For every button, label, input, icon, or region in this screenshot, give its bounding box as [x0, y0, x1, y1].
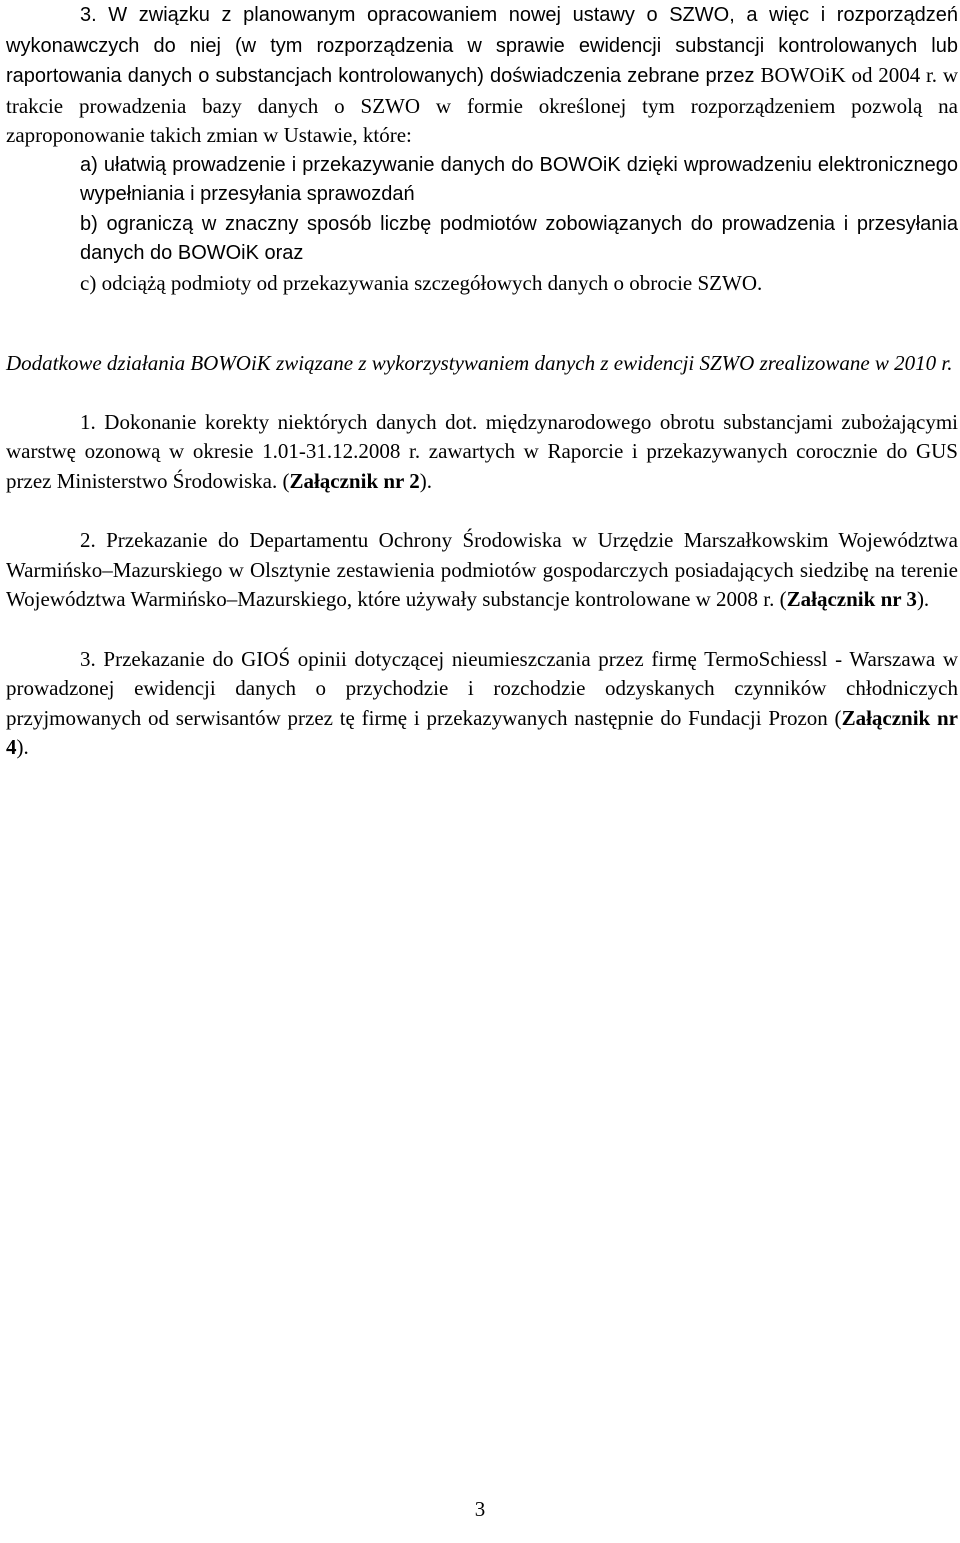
item-3-paragraph	[6, 645, 958, 763]
item-1-attachment: Załącznik nr 2	[289, 468, 420, 493]
item-1-paragraph	[6, 408, 958, 497]
list-item-a: a) ułatwią prowadzenie i przekazywanie danych do BOWOiK dzięki wprowadzeniu elektronicznego wypełniania i przesyłania sprawozdań	[80, 153, 958, 205]
item-2-paragraph	[6, 526, 958, 615]
item-1-end: ).	[419, 468, 432, 493]
item-2-end: ).	[916, 587, 930, 611]
item-3-end: ).	[16, 735, 29, 759]
item-2-text: 2. Przekazanie do Departamentu Ochrony Środowiska w Urzędzie Marszałkowskim Województwa Warmińsko–Mazurskiego w Olsztynie zestawienia podmiotów gospodarczych posiadających siedzibę na terenie Województwa Warmińsko–Mazurskiego, które używały substancje kontrolowane w 2008 r. (	[6, 528, 958, 611]
item-3-attachment: Załącznik nr 4	[6, 705, 958, 759]
point-3-paragraph	[6, 0, 958, 151]
item-2-attachment: Załącznik nr 3	[786, 587, 917, 611]
point-3-text-sans: 3. W związku z planowanym opracowaniem nowej ustawy o SZWO, a więc i rozporządzeń wykonawczych do niej (w tym rozporządzenia w sprawie ewidencji substancji kontrolowanych lub raportowania danych o substancjach kontrolowanych) doświadczenia zebrane przez	[6, 4, 958, 87]
point-3-text-bowoik: BOWOiK od 2004 r.	[760, 63, 938, 87]
page-number: 3	[474, 1497, 486, 1521]
list-item-b: b) ograniczą w znaczny sposób liczbę podmiotów zobowiązanych do prowadzenia i przesyłania danych do BOWOiK oraz	[80, 212, 958, 264]
point-3-text-rest: w trakcie prowadzenia bazy danych o SZWO w formie określonej tym rozporządzeniem pozwolą na zaproponowanie takich zmian w Ustawie, które:	[6, 63, 958, 147]
list-item-c: c) odciążą podmioty od przekazywania szczegółowych danych o obrocie SZWO.	[80, 270, 763, 295]
document-page	[6, 0, 958, 763]
section-heading: Dodatkowe działania BOWOiK związane z wykorzystywaniem danych z ewidencji SZWO zrealizowane w 2010 r.	[6, 351, 953, 375]
item-1-text: 1. Dokonanie korekty niektórych danych dot. międzynarodowego obrotu substancjami zubożającymi warstwę ozonową w okresie 1.01-31.12.2008 r. zawartych w Raporcie i przekazywanych corocznie do GUS przez Ministerstwo Środowiska. (	[6, 409, 958, 493]
item-3-text: 3. Przekazanie do GIOŚ opinii dotyczącej nieumieszczania przez firmę TermoSchiessl - Warszawa w prowadzonej ewidencji danych o przychodzie i rozchodzie odzyskanych czynników chłodniczych przyjmowanych od serwisantów przez tę firmę i przekazywanych następnie do Fundacji Prozon (	[6, 646, 958, 730]
